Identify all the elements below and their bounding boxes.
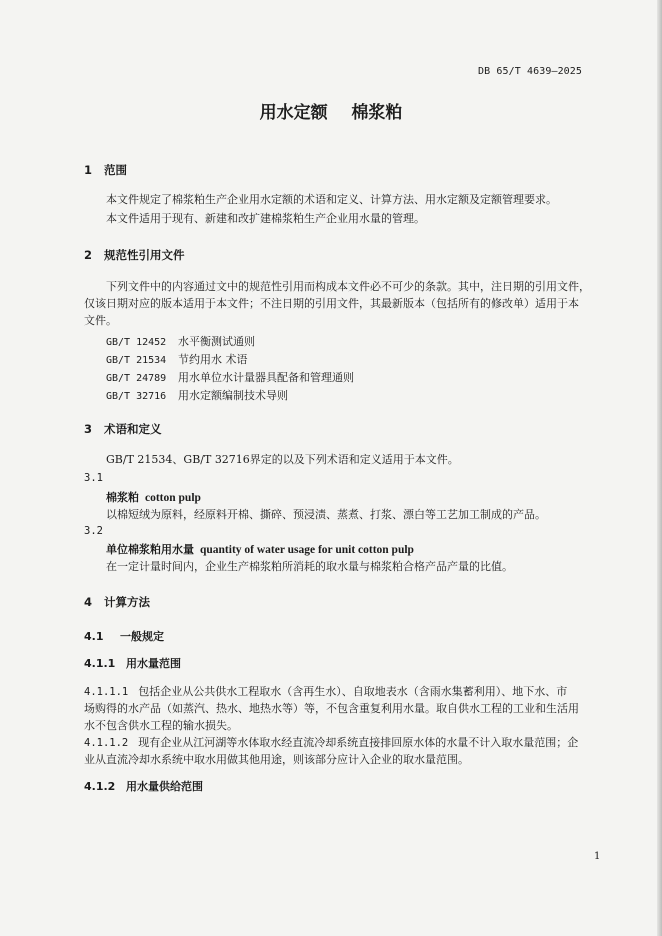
subsection-number: 4.1.2: [84, 780, 116, 793]
subsection-4-1-1-heading: [84, 655, 181, 671]
reference-item: [106, 351, 248, 369]
reference-code: GB/T 12452: [106, 337, 167, 348]
document-id: DB 65/T 4639—2025: [478, 66, 583, 77]
section-4-heading: [84, 594, 150, 610]
reference-item: [106, 369, 354, 387]
clause-text: 包括企业从公共供水工程取水（含再生水）、自取地表水（含雨水集蓄利用）、地下水、市: [138, 685, 568, 698]
clause-4-1-1-2-line: [84, 734, 578, 752]
document-title: 用水定额 棉浆粕: [259, 103, 403, 123]
scope-paragraph-1: 本文件规定了棉浆粕生产企业用水定额的术语和定义、计算方法、用水定额及定额管理要求。: [106, 193, 557, 206]
reference-item: [106, 333, 255, 351]
reference-title: 节约用水 术语: [178, 353, 248, 366]
subsection-number: 4.1: [84, 630, 104, 643]
term-definition: 在一定计量时间内，企业生产棉浆粕所消耗的取水量与棉浆粕合格产品产量的比值。: [106, 560, 513, 573]
term-definition: 以棉短绒为原料，经原料开棉、撕碎、预浸渍、蒸煮、打浆、漂白等工艺加工制成的产品。: [106, 508, 546, 521]
clause-number: 4.1.1.1: [84, 686, 129, 698]
section-title: 术语和定义: [104, 422, 162, 436]
section-3-heading: [84, 421, 162, 437]
section-title: 范围: [104, 163, 127, 177]
clause-4-1-1-1-line: 水不包含供水工程的输水损失。: [84, 719, 238, 732]
reference-title: 用水定额编制技术导则: [178, 389, 288, 402]
term-entry: [106, 489, 201, 505]
normative-paragraph-line: 仅该日期对应的版本适用于本文件；不注日期的引用文件，其最新版本（包括所有的修改单）适用于本: [84, 297, 579, 310]
subsection-4-1-heading: [84, 628, 164, 644]
scan-edge: [657, 0, 662, 936]
normative-paragraph-line: 下列文件中的内容通过文中的规范性引用而构成本文件必不可少的条款。其中，注日期的引用文件，: [106, 280, 590, 293]
normative-paragraph-line: 文件。: [84, 314, 117, 327]
page-number: 1: [594, 851, 601, 862]
section-number: 4: [84, 595, 93, 609]
section-1-heading: [84, 162, 127, 178]
clause-number: 4.1.1.2: [84, 737, 129, 749]
section-title: 规范性引用文件: [104, 248, 185, 262]
section-number: 3: [84, 422, 93, 436]
section-number: 2: [84, 248, 93, 262]
reference-item: [106, 387, 288, 405]
term-number: 3.2: [84, 525, 103, 537]
term-english: quantity of water usage for unit cotton pulp: [200, 544, 414, 556]
reference-title: 用水单位水计量器具配备和管理通则: [178, 371, 354, 384]
reference-title: 水平衡测试通则: [178, 335, 255, 348]
subsection-4-1-2-heading: [84, 778, 203, 794]
scope-paragraph-2: 本文件适用于现有、新建和改扩建棉浆粕生产企业用水量的管理。: [106, 212, 425, 225]
term-entry: [106, 541, 414, 557]
section-2-heading: [84, 247, 185, 263]
term-name: 单位棉浆粕用水量: [106, 543, 194, 556]
term-number: 3.1: [84, 472, 103, 484]
section-title: 计算方法: [104, 595, 150, 609]
reference-code: GB/T 32716: [106, 391, 167, 402]
section-number: 1: [84, 163, 93, 177]
subsection-number: 4.1.1: [84, 657, 116, 670]
subsection-title: 用水量供给范围: [126, 780, 203, 793]
reference-code: GB/T 24789: [106, 373, 167, 384]
clause-4-1-1-1-line: 场购得的水产品（如蒸汽、热水、地热水等）等，不包含重复利用水量。取自供水工程的工业和生活用: [84, 702, 579, 715]
terms-intro: GB/T 21534、GB/T 32716界定的以及下列术语和定义适用于本文件。: [106, 453, 459, 466]
clause-4-1-1-1-line: [84, 683, 567, 701]
subsection-title: 用水量范围: [126, 657, 181, 670]
clause-text: 现有企业从江河湖等水体取水经直流冷却系统直接排回原水体的水量不计入取水量范围；企: [138, 736, 579, 749]
subsection-title: 一般规定: [120, 630, 164, 643]
clause-4-1-1-2-line: 业从直流冷却水系统中取水用做其他用途，则该部分应计入企业的取水量范围。: [84, 753, 469, 766]
reference-code: GB/T 21534: [106, 355, 167, 366]
term-name: 棉浆粕: [106, 491, 139, 504]
term-english: cotton pulp: [145, 492, 201, 504]
